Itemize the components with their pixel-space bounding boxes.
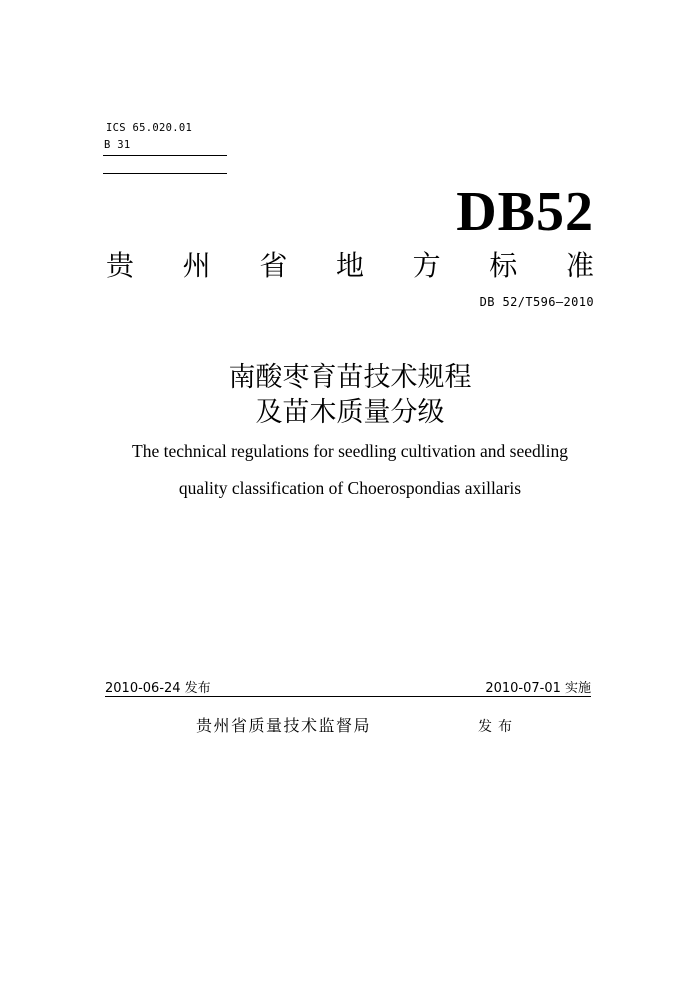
standard-type-char: 准 (565, 249, 594, 282)
header-rule-bottom (103, 173, 227, 174)
implement-date: 2010-07-01 实施 (485, 681, 591, 696)
standard-type (106, 248, 594, 284)
issue-verb: 发布 (478, 719, 518, 735)
title-cn-line2: 及苗木质量分级 (255, 397, 445, 428)
title-en-line1: The technical regulations for seedling cultivation and seedling (132, 441, 568, 461)
ics-code: ICS 65.020.01 (106, 122, 193, 134)
title-en-line2: quality classification of Choerospondias axillaris (178, 478, 522, 498)
header-rule-top (103, 155, 227, 156)
standard-type-char: 贵 (106, 249, 135, 282)
clc-code: B 31 (104, 139, 131, 151)
standard-type-char: 州 (182, 249, 211, 282)
standard-type-char: 方 (412, 249, 441, 282)
title-cn-line1: 南酸枣育苗技术规程 (228, 362, 472, 393)
publish-date: 2010-06-24 发布 (105, 681, 211, 696)
standard-type-char: 地 (335, 249, 364, 282)
date-rule (105, 696, 591, 697)
standard-type-char: 标 (489, 249, 518, 282)
standard-mark: DB52 (456, 181, 594, 243)
standard-number: DB 52/T596—2010 (479, 295, 594, 309)
issuer-name: 贵州省质量技术监督局 (196, 716, 372, 735)
standard-type-char: 省 (259, 249, 288, 282)
